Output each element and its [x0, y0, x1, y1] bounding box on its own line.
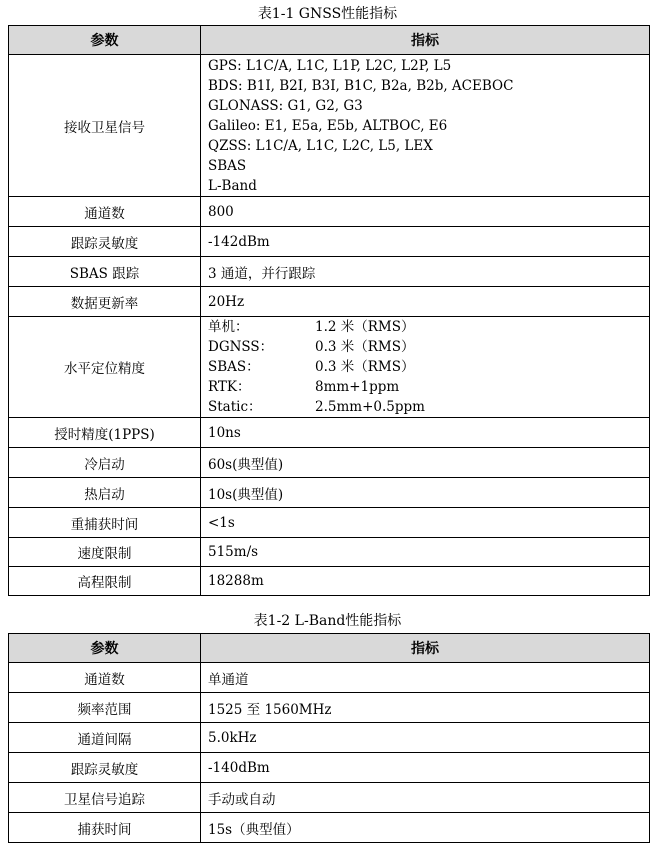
table-row	[9, 538, 650, 567]
value-cell: 5.0kHz	[201, 723, 650, 753]
signal-line: Galileo: E1, E5a, E5b, ALTBOC, E6	[208, 117, 448, 134]
value-cell: 15s（典型值）	[201, 813, 650, 843]
signal-line: QZSS: L1C/A, L1C, L2C, L5, LEX	[208, 137, 433, 154]
accuracy-mode: DGNSS：	[208, 339, 274, 355]
value-cell: 515m/s	[201, 538, 650, 567]
table2-header-row	[9, 634, 650, 663]
param-header: 参数	[9, 634, 201, 663]
lband-performance-table	[8, 633, 650, 843]
signal-line: GPS: L1C/A, L1C, L1P, L2C, L2P, L5	[208, 57, 452, 74]
value-cell: 10s(典型值)	[201, 478, 650, 508]
table-row	[9, 663, 650, 693]
param-cell: 通道数	[9, 663, 201, 693]
gnss-performance-table	[8, 25, 650, 596]
table-row	[9, 55, 650, 197]
value-cell: 手动或自动	[201, 783, 650, 813]
value-cell: 单通道	[201, 663, 650, 693]
signal-line: L-Band	[208, 177, 257, 194]
table-row	[9, 753, 650, 783]
param-cell: 频率范围	[9, 693, 201, 723]
accuracy-item	[208, 317, 649, 337]
signal-line: GLONASS: G1, G2, G3	[208, 97, 363, 114]
signal-line: BDS: B1I, B2I, B3I, B1C, B2a, B2b, ACEBOC	[208, 77, 514, 94]
accuracy-value: 1.2 米（RMS）	[315, 319, 415, 335]
table-row	[9, 567, 650, 596]
signals-cell	[201, 55, 650, 197]
param-header: 参数	[9, 26, 201, 55]
accuracy-item	[208, 377, 649, 397]
param-cell: 卫星信号追踪	[9, 783, 201, 813]
accuracy-item	[208, 337, 649, 357]
param-cell: 捕获时间	[9, 813, 201, 843]
value-cell: 3 通道，并行跟踪	[201, 257, 650, 287]
param-cell: 冷启动	[9, 448, 201, 478]
param-cell: 授时精度(1PPS)	[9, 418, 201, 448]
value-cell: 20Hz	[201, 287, 650, 317]
value-cell: 1525 至 1560MHz	[201, 693, 650, 723]
table-row	[9, 478, 650, 508]
table2-caption: 表1-2 L-Band性能指标	[253, 613, 402, 629]
table-row	[9, 723, 650, 753]
value-cell: 60s(典型值)	[201, 448, 650, 478]
accuracy-mode: Static：	[208, 399, 262, 415]
accuracy-value: 8mm+1ppm	[315, 379, 400, 395]
value-cell: -142dBm	[201, 227, 650, 257]
value-cell: 10ns	[201, 418, 650, 448]
table-row	[9, 317, 650, 418]
spec-header: 指标	[201, 26, 650, 55]
accuracy-item	[208, 397, 649, 417]
table-row	[9, 197, 650, 227]
param-cell: 通道数	[9, 197, 201, 227]
value-cell: 18288m	[201, 567, 650, 596]
table-row	[9, 227, 650, 257]
table1-header-row	[9, 26, 650, 55]
accuracy-value: 2.5mm+0.5ppm	[315, 399, 425, 415]
param-cell: 水平定位精度	[9, 317, 201, 418]
accuracy-value: 0.3 米（RMS）	[315, 359, 415, 375]
table-row	[9, 783, 650, 813]
param-cell: 高程限制	[9, 567, 201, 596]
param-cell: 跟踪灵敏度	[9, 227, 201, 257]
accuracy-mode: RTK：	[208, 379, 251, 395]
accuracy-value: 0.3 米（RMS）	[315, 339, 415, 355]
table1-caption: 表1-1 GNSS性能指标	[257, 6, 398, 22]
value-cell: -140dBm	[201, 753, 650, 783]
table-row	[9, 287, 650, 317]
accuracy-mode: 单机：	[208, 319, 249, 335]
accuracy-cell	[201, 317, 650, 418]
param-cell: 数据更新率	[9, 287, 201, 317]
param-cell: 跟踪灵敏度	[9, 753, 201, 783]
param-cell: SBAS 跟踪	[9, 257, 201, 287]
param-cell: 重捕获时间	[9, 508, 201, 538]
table-row	[9, 418, 650, 448]
accuracy-item	[208, 357, 649, 377]
table-row	[9, 508, 650, 538]
param-cell: 热启动	[9, 478, 201, 508]
table-row	[9, 813, 650, 843]
table-row	[9, 693, 650, 723]
param-cell: 通道间隔	[9, 723, 201, 753]
param-cell: 速度限制	[9, 538, 201, 567]
accuracy-mode: SBAS：	[208, 359, 260, 375]
value-cell: 800	[201, 197, 650, 227]
table-row	[9, 448, 650, 478]
table-row	[9, 257, 650, 287]
param-cell: 接收卫星信号	[9, 55, 201, 197]
signal-line: SBAS	[208, 157, 247, 174]
spec-header: 指标	[201, 634, 650, 663]
value-cell: <1s	[201, 508, 650, 538]
